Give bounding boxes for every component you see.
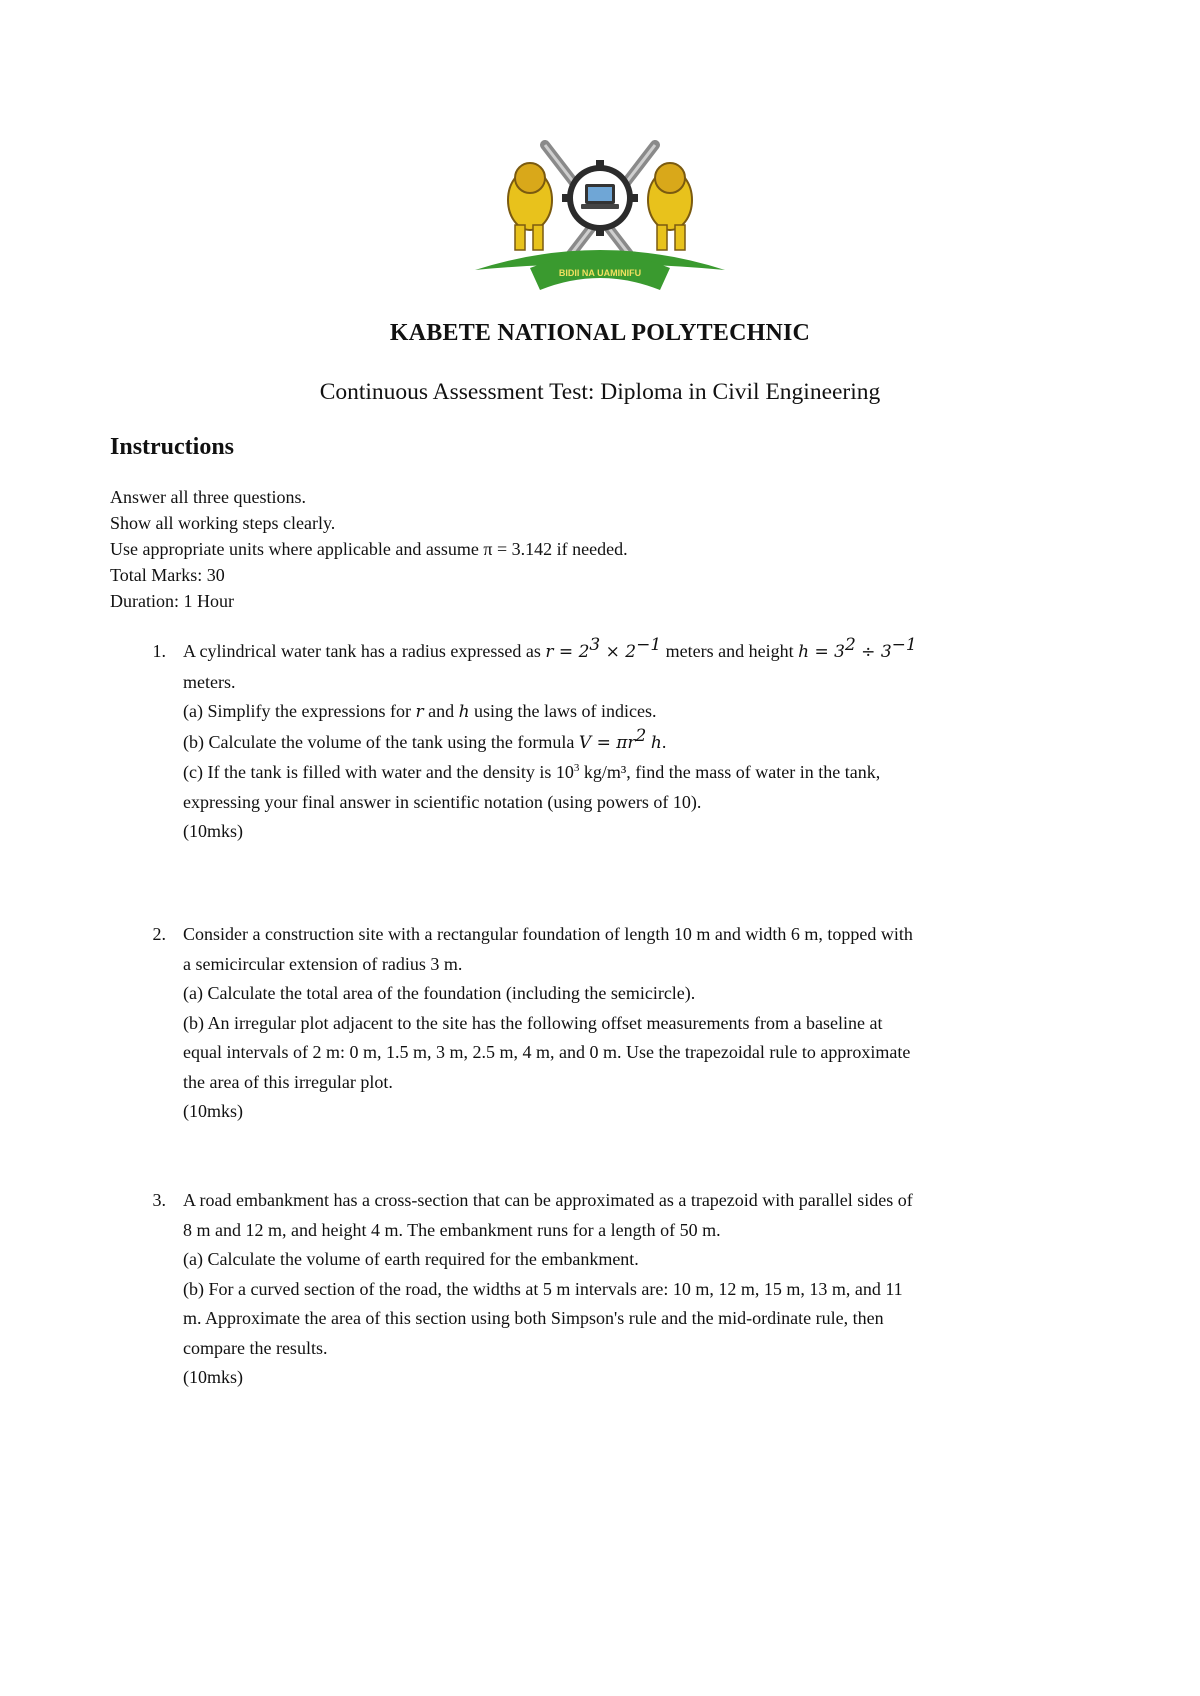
question-number: 2. — [152, 924, 166, 944]
instruction-line: Total Marks: 30 — [110, 565, 225, 585]
question-line: expressing your final answer in scientific notation (using powers of 10). — [183, 791, 702, 812]
instruction-line: Duration: 1 Hour — [110, 591, 234, 611]
instruction-line: Use appropriate units where applicable and assume π = 3.142 if needed. — [110, 539, 628, 559]
polytechnic-crest-logo — [475, 140, 725, 310]
question-line: equal intervals of 2 m: 0 m, 1.5 m, 3 m, 2.5 m, 4 m, and 0 m. Use the trapezoidal rule to approximate — [183, 1042, 911, 1062]
question-part-a: (a) Simplify the expressions for r and h using the laws of indices. — [183, 701, 657, 722]
question-part-c: (c) If the tank is filled with water and the density is $10^3$ kg/m³, find the mass of water in the tank, — [183, 762, 881, 782]
crest-motto: BIDII NA UAMINIFU — [558, 268, 642, 278]
school-name: KABETE NATIONAL POLYTECHNIC — [389, 320, 811, 346]
question-line: m. Approximate the area of this section using both Simpson's rule and the mid-ordinate rule, then — [183, 1308, 884, 1328]
question-line: the area of this irregular plot. — [183, 1071, 393, 1092]
question-line: compare the results. — [183, 1337, 328, 1358]
instructions-list — [110, 484, 628, 614]
question-line: meters. — [183, 671, 236, 692]
question-part-a: (a) Calculate the total area of the foundation (including the semicircle). — [183, 983, 696, 1003]
question-body — [183, 920, 1103, 1127]
question-line: Consider a construction site with a rectangular foundation of length 10 m and width 6 m, topped with — [183, 924, 913, 944]
question-part-b: (b) An irregular plot adjacent to the site has the following offset measurements from a baseline at — [183, 1012, 883, 1033]
question-line: A cylindrical water tank has a radius expressed as $r = 2^3 \times 2^{-1}$ meters and height $h = 3^2 \div 3^{-1}$ — [183, 635, 917, 662]
question-line: a semicircular extension of radius 3 m. — [183, 953, 463, 974]
question-number: 1. — [152, 641, 166, 661]
question-part-b: (b) For a curved section of the road, the widths at 5 m intervals are: 10 m, 12 m, 15 m, 13 m, and 11 — [183, 1278, 903, 1299]
crest-emblem-icon — [475, 140, 725, 310]
question-marks: (10mks) — [183, 1367, 243, 1387]
exam-subtitle: Continuous Assessment Test: Diploma in Civil Engineering — [319, 379, 881, 405]
question-marks: (10mks) — [183, 1101, 243, 1121]
question-part-a: (a) Calculate the volume of earth required for the embankment. — [183, 1249, 639, 1269]
question-line: A road embankment has a cross-section that can be approximated as a trapezoid with parallel sides of — [183, 1190, 913, 1210]
question-number: 3. — [152, 1190, 166, 1210]
instruction-line: Show all working steps clearly. — [110, 513, 336, 533]
question-line: 8 m and 12 m, and height 4 m. The embankment runs for a length of 50 m. — [183, 1219, 721, 1240]
question-part-b: (b) Calculate the volume of the tank using the formula $V = \pi r^2$ h. — [183, 725, 667, 753]
question-body — [183, 1186, 1103, 1393]
instructions-heading: Instructions — [110, 434, 235, 460]
instruction-line: Answer all three questions. — [110, 487, 306, 507]
question-marks: (10mks) — [183, 821, 243, 841]
question-body — [183, 637, 1103, 847]
